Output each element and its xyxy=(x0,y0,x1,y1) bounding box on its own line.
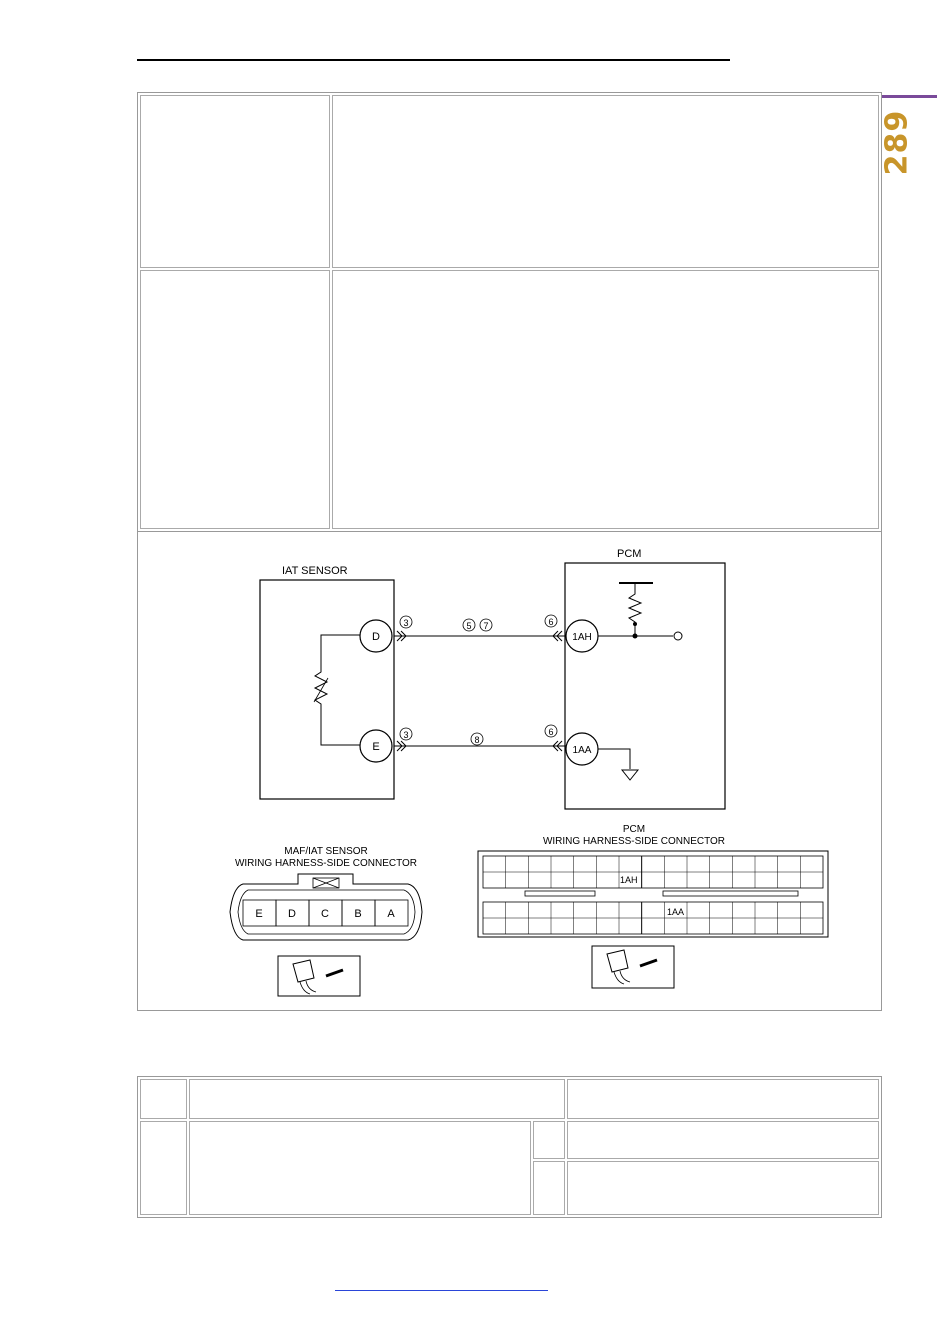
marker-3a: 3 xyxy=(403,618,409,628)
maf-pin-label: C xyxy=(321,908,329,920)
action-yes-cell xyxy=(567,1121,879,1159)
pcm-pullup-resistor xyxy=(629,583,641,636)
iat-sensor-title: IAT SENSOR xyxy=(282,565,348,577)
pcm-box xyxy=(565,563,725,809)
maf-pin-label: E xyxy=(255,908,263,920)
marker-7: 7 xyxy=(483,621,489,631)
plug-icon xyxy=(607,950,628,972)
iat-sensor-box xyxy=(260,580,394,799)
row2-content-cell xyxy=(332,270,879,529)
row1-label-cell xyxy=(140,95,330,268)
plug-icon xyxy=(293,960,314,982)
check-table xyxy=(137,1076,882,1218)
step-cell xyxy=(140,1121,187,1215)
pcm-connector-shell xyxy=(478,851,828,937)
terminal-d-label: D xyxy=(372,631,380,643)
pcm-junction-dot xyxy=(633,634,638,639)
wiring-diagram-panel xyxy=(137,531,882,1011)
terminal-1aa-label: 1AA xyxy=(572,745,592,756)
terminal-1ah-label: 1AH xyxy=(572,632,592,643)
row2-label-cell xyxy=(140,270,330,529)
pcm-connector-key xyxy=(525,891,595,896)
inspection-header-cell xyxy=(189,1079,565,1119)
header-rule xyxy=(137,59,730,61)
maf-connector-title-1: MAF/IAT SENSOR xyxy=(284,846,368,857)
connector-view-icon xyxy=(592,946,674,988)
pcm-connector-title-1: PCM xyxy=(622,824,646,835)
inspection-cell xyxy=(189,1121,531,1215)
terminal-e-label: E xyxy=(372,741,380,753)
answer-no-cell xyxy=(533,1161,565,1215)
pcm-signal-terminal xyxy=(674,632,682,640)
pcm-connector-title-2: WIRING HARNESS-SIDE CONNECTOR xyxy=(542,836,726,847)
thermistor-arrow xyxy=(314,678,328,702)
step-header-cell xyxy=(140,1079,187,1119)
ground-icon xyxy=(622,770,638,780)
iat-thermistor xyxy=(315,635,373,745)
connector-view-icon xyxy=(278,956,360,996)
arrow-icon xyxy=(640,960,657,966)
marker-5: 5 xyxy=(466,621,472,631)
footer-link-underline[interactable] xyxy=(335,1290,548,1291)
marker-8: 8 xyxy=(474,735,480,745)
pcm-title: PCM xyxy=(617,548,642,560)
action-header-cell xyxy=(567,1079,879,1119)
maf-pin-label: A xyxy=(387,908,395,920)
pcm-pin-1aa: 1AA xyxy=(667,907,685,917)
pcm-connector-grid xyxy=(483,856,823,934)
marker-6a: 6 xyxy=(548,617,554,627)
pcm-resistor-dot xyxy=(633,622,637,626)
action-no-cell xyxy=(567,1161,879,1215)
maf-connector-title-2: WIRING HARNESS-SIDE CONNECTOR xyxy=(234,858,418,869)
maf-pin-row xyxy=(243,900,408,926)
page-number: 289 xyxy=(879,109,915,176)
marker-3b: 3 xyxy=(403,730,409,740)
marker-6b: 6 xyxy=(548,727,554,737)
pcm-connector-key xyxy=(663,891,798,896)
pcm-pin-1ah: 1AH xyxy=(620,875,638,885)
row1-content-cell xyxy=(332,95,879,268)
answer-yes-cell xyxy=(533,1121,565,1159)
wiring-diagram xyxy=(138,532,883,1012)
wire-lead-icon xyxy=(300,981,316,994)
arrow-icon xyxy=(326,970,343,976)
info-table xyxy=(137,92,882,532)
page-tab-bar xyxy=(882,95,937,98)
wire-lead-icon xyxy=(614,971,630,984)
pcm-ground-line xyxy=(598,749,630,769)
maf-pin-label: D xyxy=(288,908,296,920)
maf-pin-label: B xyxy=(354,908,362,920)
